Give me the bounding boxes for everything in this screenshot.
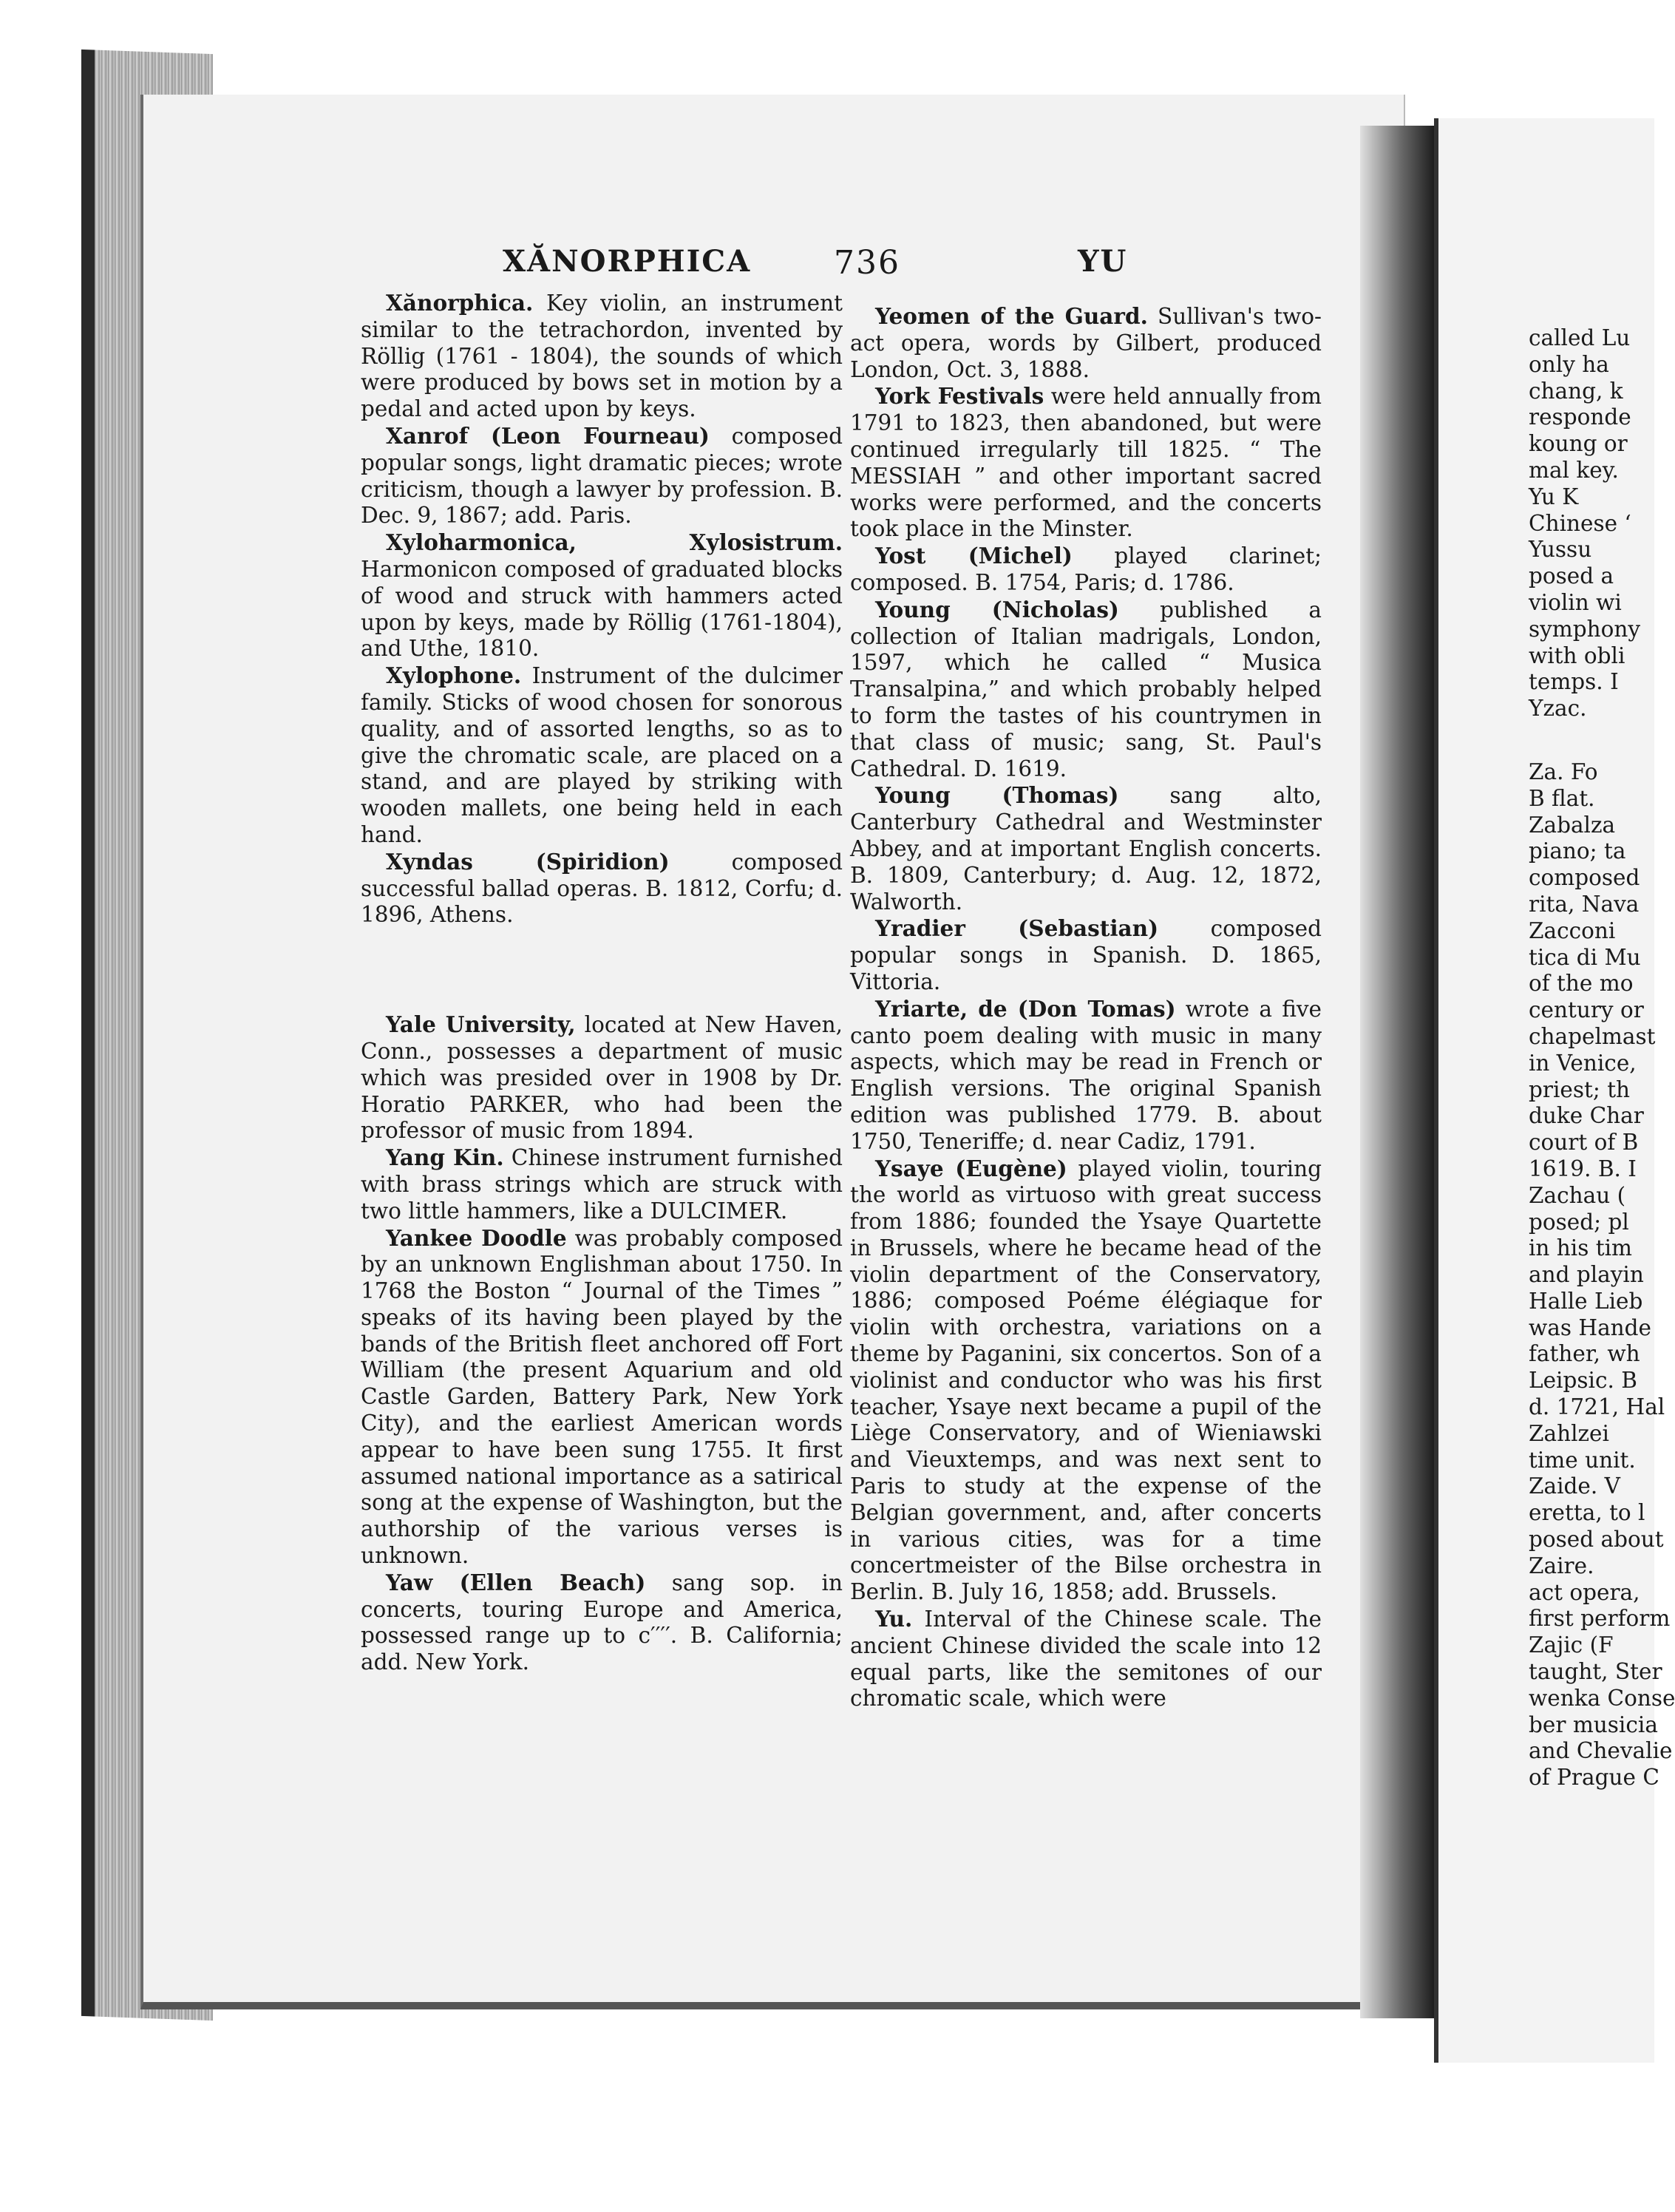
entry-text: located at New Haven, Conn., possesses a department of music which was presided over in 1908 by Dr. Horatio PARKER, who had been the professor of music from 1894. <box>361 1012 843 1144</box>
entry-text: Instrument of the dulcimer family. Sticks of wood chosen for sonorous quality, and of assorted lengths, so as to give the chromatic scale, are placed on a stand, and are played by striking with wooden mallets, one being held in each hand. <box>361 663 843 847</box>
fragment-line: Zabalza <box>1529 812 1616 838</box>
entry-yost <box>850 543 1322 597</box>
headword: Yu. <box>875 1606 913 1632</box>
fragment-line: chapelmast <box>1529 1023 1656 1049</box>
entry-yale-university <box>361 1011 843 1144</box>
section-gap <box>361 929 843 1011</box>
entry-xanorphica <box>361 290 843 423</box>
fragment-line: in his tim <box>1529 1235 1633 1261</box>
headword: Yang Kin. <box>386 1144 504 1171</box>
fragment-line: responde <box>1529 404 1631 430</box>
fragment-line: time unit. <box>1529 1447 1636 1473</box>
headword: Xylophone. <box>386 662 522 689</box>
headword: Yeomen of the Guard. <box>875 303 1148 329</box>
headword: York Festivals <box>875 383 1044 410</box>
header-right-guide-word: YU <box>1078 244 1128 279</box>
fragment-line: composed <box>1529 865 1640 891</box>
entry-york-festivals <box>850 383 1322 543</box>
entry-xylophone <box>361 662 843 849</box>
fragment-line: Halle Lieb <box>1529 1288 1643 1314</box>
fragment-line: of the mo <box>1529 971 1634 997</box>
entry-young-nicholas <box>850 597 1322 783</box>
entry-text: Interval of the Chinese scale. The ancient Chinese divided the scale into 12 equal parts, like the semitones of our chromatic scale, which were <box>850 1607 1322 1711</box>
entry-text: wrote a five canto poem dealing with music in many aspects, which may be read in French or English versions. The original Spanish edition was published 1779. B. about 1750, Teneriffe; d. near Cadiz, 1791. <box>850 996 1322 1154</box>
headword: Xyndas (Spiridion) <box>386 848 670 875</box>
fragment-line: d. 1721, Hal <box>1529 1394 1665 1420</box>
entry-text: Harmonicon composed of graduated blocks of wood and struck with hammers acted upon by keys, made by Röllig (1761-1804), and Uthe, 1810. <box>361 556 843 662</box>
fragment-line: rita, Nava <box>1529 891 1640 917</box>
fragment-line: temps. I <box>1529 669 1619 695</box>
fragment-line: first perform <box>1529 1606 1671 1632</box>
fragment-line: koung or <box>1529 431 1628 457</box>
fragment-line: Yussu <box>1529 537 1592 563</box>
entry-yang-kin <box>361 1144 843 1224</box>
header-left-guide-word: XĂNORPHICA <box>503 244 752 279</box>
entry-yradier <box>850 915 1322 995</box>
left-column <box>361 290 843 1676</box>
entry-text: played violin, touring the world as virtuoso with great success from 1886; founded the Ysaye Quartette in Brussels, where he became head of the violin department of the Conservatory, 1886; composed Poéme élégiaque for violin with orchestra, variations on a theme by Paganini, six concertos. Son of a violinist and conductor who was his first teacher, Ysaye next became a pupil of the Liège Conservatory, and of Wieniawski and Vieuxtemps, and was next sent to Paris to study at the expense of the Belgian government, and, after concerts in various cities, was for a time concertmeister of the Bilse orchestra in Berlin. B. July 16, 1858; add. Brussels. <box>850 1156 1322 1605</box>
fragment-line: Zachau ( <box>1529 1182 1626 1208</box>
fragment-line: was Hande <box>1529 1314 1652 1340</box>
fragment-line: mal key. <box>1529 457 1619 483</box>
headword: Xanrof (Leon Fourneau) <box>386 422 710 449</box>
fragment-line: eretta, to l <box>1529 1500 1645 1526</box>
entry-yeomen-of-the-guard <box>850 303 1322 383</box>
fragment-line: with obli <box>1529 642 1625 668</box>
fragment-line: in Venice, <box>1529 1050 1637 1076</box>
fragment-line: 1619. B. I <box>1529 1156 1637 1181</box>
headword: Young (Thomas) <box>875 782 1119 809</box>
fragment-line: posed about <box>1529 1527 1664 1553</box>
fragment-line: Leipsic. B <box>1529 1368 1637 1394</box>
fragment-line: century or <box>1529 997 1644 1023</box>
fragment-line: taught, Ster <box>1529 1659 1662 1685</box>
entry-text: Chinese instrument furnished with brass strings which are struck with two little hammers, like a DULCIMER. <box>361 1145 843 1224</box>
fragment-line: symphony <box>1529 616 1641 642</box>
fragment-line: B flat. <box>1529 785 1595 811</box>
fragment-line: only ha <box>1529 351 1609 377</box>
fragment-block-z <box>1529 759 1675 1791</box>
entry-text: composed successful ballad operas. B. 1812, Corfu; d. 1896, Athens. <box>361 849 843 928</box>
fragment-line: violin wi <box>1529 589 1622 615</box>
entry-text: published a collection of Italian madrigals, London, 1597, which he called “ Musica Transalpina,” and which probably helped to form the tastes of his countrymen in that class of music; sang, St. Paul's Cathedral. D. 1619. <box>850 597 1322 781</box>
fragment-line: act opera, <box>1529 1579 1640 1605</box>
fragment-line: Za. Fo <box>1529 759 1598 784</box>
headword: Yaw (Ellen Beach) <box>386 1569 646 1595</box>
entry-text: were held annually from 1791 to 1823, then abandoned, but were continued irregularly till 1825. “ The MESSIAH ” and other important sacred works were performed, and the concerts took place in the Minster. <box>850 384 1322 542</box>
headword: Yradier (Sebastian) <box>875 915 1159 942</box>
entry-xyndas <box>361 849 843 929</box>
fragment-line: chang, k <box>1529 378 1623 404</box>
entry-text: Key violin, an instrument similar to the tetrachordon, invented by Röllig (1761 - 1804), the sounds of which were produced by bows set in motion by a pedal and acted upon by keys. <box>361 291 843 422</box>
running-header <box>0 244 1650 288</box>
entry-xanrof <box>361 423 843 529</box>
fragment-line: piano; ta <box>1529 838 1626 864</box>
fragment-line: Zaire. <box>1529 1553 1594 1578</box>
entry-yaw <box>361 1570 843 1676</box>
entry-xyloharmonica <box>361 529 843 662</box>
entry-text: composed popular songs in Spanish. D. 1865, Vittoria. <box>850 916 1322 994</box>
section-gap <box>1529 722 1654 759</box>
fragment-line: court of B <box>1529 1130 1639 1156</box>
entry-text: sang sop. in concerts, touring Europe and America, possessed range up to c′′′′. B. California; add. New York. <box>361 1570 843 1675</box>
fragment-block-y <box>1529 325 1654 722</box>
headword: Ysaye (Eugène) <box>875 1155 1067 1181</box>
fragment-line: posed a <box>1529 563 1614 589</box>
fragment-line: and playin <box>1529 1262 1644 1288</box>
entry-young-thomas <box>850 782 1322 915</box>
headword: Yale University, <box>386 1011 576 1038</box>
entry-yu <box>850 1606 1322 1712</box>
entry-text: played clarinet; composed. B. 1754, Paris; d. 1786. <box>850 543 1322 595</box>
headword: Xănorphica. <box>386 290 534 316</box>
fragment-line: and Chevalie <box>1529 1738 1673 1764</box>
fragment-line: ber musicia <box>1529 1711 1658 1737</box>
book-gutter <box>1360 126 1434 2018</box>
fragment-line: duke Char <box>1529 1103 1644 1129</box>
fragment-line: wenka Conse <box>1529 1685 1675 1711</box>
fragment-line: Yu K <box>1529 484 1579 509</box>
fragment-line: Zahlzei <box>1529 1420 1609 1446</box>
fragment-line: called Lu <box>1529 325 1631 350</box>
entry-text: sang alto, Canterbury Cathedral and Westminster Abbey, and at important English concerts. B. 1809, Canterbury; d. Aug. 12, 1872, Walworth. <box>850 783 1322 915</box>
fragment-line: Yzac. <box>1529 696 1587 722</box>
headword: Yankee Doodle <box>386 1224 567 1251</box>
entry-text: Sullivan's two-act opera, words by Gilbert, produced London, Oct. 3, 1888. <box>850 304 1322 382</box>
headword: Young (Nicholas) <box>875 596 1119 622</box>
fragment-line: posed; pl <box>1529 1209 1629 1235</box>
entry-yriarte <box>850 996 1322 1156</box>
page-number: 736 <box>834 244 900 282</box>
entry-text: composed popular songs, light dramatic pieces; wrote criticism, though a lawyer by profession. B. Dec. 9, 1867; add. Paris. <box>361 423 843 529</box>
entry-ysaye <box>850 1156 1322 1607</box>
headword: Xyloharmonica, Xylosistrum. <box>386 529 843 556</box>
entry-yankee-doodle <box>361 1225 843 1570</box>
middle-column <box>850 303 1322 1712</box>
fragment-line: Zaide. V <box>1529 1473 1620 1499</box>
fragment-line: of Prague C <box>1529 1765 1659 1791</box>
fragment-line: Zajic (F <box>1529 1632 1614 1658</box>
fragment-line: Chinese ‘ <box>1529 510 1631 536</box>
fragment-line: Zacconi <box>1529 917 1616 943</box>
headword: Yriarte, de (Don Tomas) <box>875 995 1176 1022</box>
right-page-column-fragment <box>1529 325 1675 1791</box>
fragment-line: father, wh <box>1529 1341 1640 1367</box>
headword: Yost (Michel) <box>875 543 1073 569</box>
fragment-line: priest; th <box>1529 1076 1631 1102</box>
entry-text: was probably composed by an unknown Englishman about 1750. In 1768 the Boston “ Journal of the Times ” speaks of its having been played by the bands of the British fleet anchored off Fort William (the present Aquarium and old Castle Garden, Battery Park, New York City), and the earliest American words appear to have been sung 1755. It first assumed national importance as a satirical song at the expense of Washington, but the authorship of the various verses is unknown. <box>361 1225 843 1569</box>
fragment-line: tica di Mu <box>1529 944 1641 970</box>
